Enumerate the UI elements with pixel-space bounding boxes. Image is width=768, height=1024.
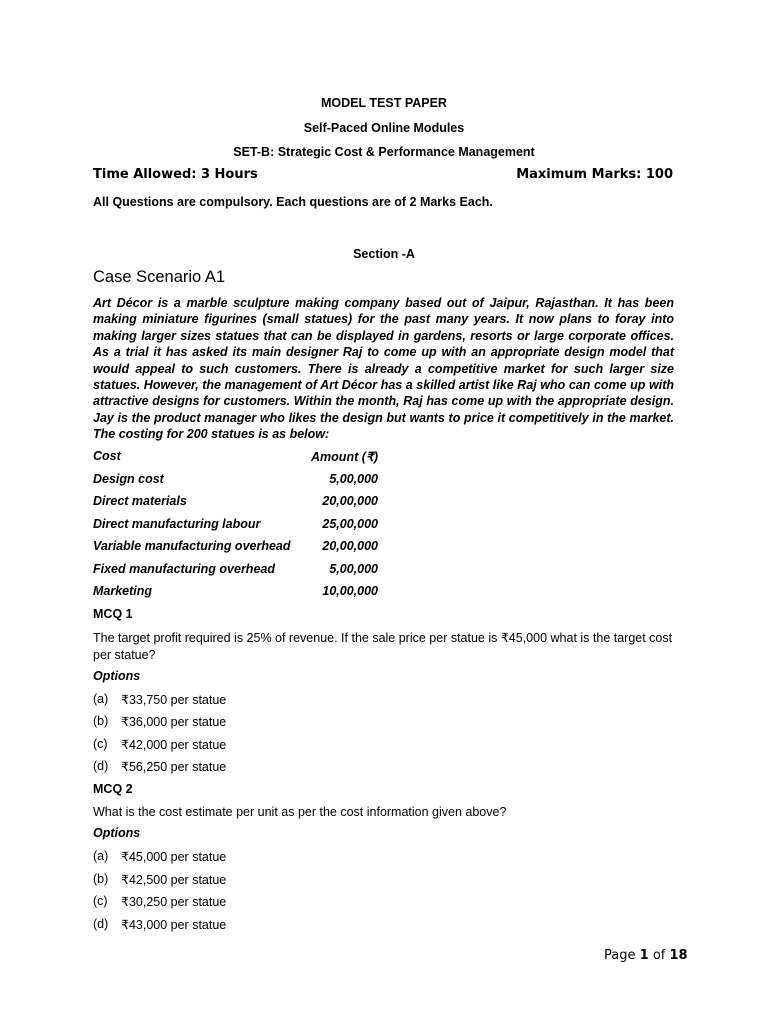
cost-amount: 20,00,000 bbox=[322, 494, 378, 508]
instructions: All Questions are compulsory. Each questions are of 2 Marks Each. bbox=[93, 195, 493, 209]
mcq2-option bbox=[93, 917, 226, 932]
mcq2-label: MCQ 2 bbox=[93, 782, 133, 796]
mcq1-option bbox=[93, 759, 226, 774]
cost-amount: 10,00,000 bbox=[322, 584, 378, 598]
option-letter: (d) bbox=[93, 759, 109, 773]
maximum-marks: Maximum Marks: 100 bbox=[516, 167, 673, 182]
cost-header-amount: Amount (₹) bbox=[311, 450, 378, 464]
time-allowed: Time Allowed: 3 Hours bbox=[93, 167, 258, 182]
case-text: Art Décor is a marble sculpture making company based out of Jaipur, Rajasthan. It has been making miniature figurines (small statues) for the past many years. It now plans to foray into making larger sizes statues that can be displayed in gardens, resorts or large corporate offices. As a trial it has asked its main designer Raj to come up with an appropriate design model that would appeal to such customers. There is already a competitive market for such larger size statues. However, the management of Art Décor has a skilled artist like Raj who can come up with attractive designs for customers. Within the month, Raj has come up with the appropriate design. Jay is the product manager who likes the design but wants to price it competitively in the market. The costing for 200 statues is as below: bbox=[93, 296, 674, 442]
mcq2-option bbox=[93, 849, 226, 864]
option-text: ₹45,000 per statue bbox=[121, 850, 227, 864]
mcq1-question: The target profit required is 25% of revenue. If the sale price per statue is ₹45,000 what is the target cost per statue? bbox=[93, 631, 673, 662]
cost-row bbox=[93, 472, 378, 495]
cost-item: Direct manufacturing labour bbox=[93, 516, 261, 531]
cost-item: Variable manufacturing overhead bbox=[93, 539, 291, 553]
mcq2-question: What is the cost estimate per unit as per the cost information given above? bbox=[93, 805, 507, 819]
cost-row bbox=[93, 539, 378, 562]
page-number bbox=[604, 948, 688, 963]
cost-item: Design cost bbox=[93, 471, 164, 486]
cost-row bbox=[93, 562, 378, 585]
cost-table bbox=[93, 449, 378, 607]
meta-row bbox=[93, 167, 673, 182]
option-text: ₹43,000 per statue bbox=[121, 918, 227, 932]
option-letter: (d) bbox=[93, 917, 109, 931]
mcq1-options-label: Options bbox=[93, 669, 141, 683]
mcq1-option bbox=[93, 714, 226, 729]
mcq2-options-label: Options bbox=[93, 826, 141, 840]
cost-item: Fixed manufacturing overhead bbox=[93, 561, 275, 576]
cost-amount: 20,00,000 bbox=[322, 539, 378, 553]
cost-row bbox=[93, 584, 378, 607]
option-letter: (c) bbox=[93, 737, 108, 751]
cost-table-header bbox=[93, 449, 378, 472]
mcq1-label: MCQ 1 bbox=[93, 607, 133, 621]
cost-item: Marketing bbox=[93, 584, 153, 598]
option-text: ₹56,250 per statue bbox=[121, 760, 227, 774]
paper-set: SET-B: Strategic Cost & Performance Management bbox=[233, 145, 535, 159]
option-text: ₹36,000 per statue bbox=[121, 715, 227, 729]
cost-header-item: Cost bbox=[93, 449, 121, 463]
page-word: Page bbox=[604, 948, 636, 963]
option-text: ₹42,500 per statue bbox=[121, 873, 227, 887]
cost-amount: 25,00,000 bbox=[322, 516, 378, 531]
option-letter: (a) bbox=[93, 692, 109, 706]
cost-amount: 5,00,000 bbox=[329, 561, 378, 576]
case-title: Case Scenario A1 bbox=[93, 268, 226, 286]
mcq2-option bbox=[93, 894, 226, 909]
section-heading: Section -A bbox=[353, 247, 415, 261]
paper-subtitle: Self-Paced Online Modules bbox=[303, 121, 465, 135]
cost-amount: 5,00,000 bbox=[329, 471, 378, 486]
option-letter: (b) bbox=[93, 872, 109, 886]
mcq2-option bbox=[93, 872, 226, 887]
cost-item: Direct materials bbox=[93, 494, 187, 508]
option-letter: (c) bbox=[93, 894, 108, 908]
of-word: of bbox=[652, 948, 666, 963]
option-letter: (b) bbox=[93, 714, 109, 728]
mcq1-option bbox=[93, 692, 226, 707]
option-letter: (a) bbox=[93, 849, 109, 863]
option-text: ₹42,000 per statue bbox=[121, 738, 227, 752]
paper-title: MODEL TEST PAPER bbox=[321, 96, 447, 110]
option-text: ₹30,250 per statue bbox=[121, 895, 227, 909]
cost-row bbox=[93, 517, 378, 540]
option-text: ₹33,750 per statue bbox=[121, 693, 227, 707]
current-page: 1 bbox=[639, 948, 649, 963]
mcq1-option bbox=[93, 737, 226, 752]
cost-row bbox=[93, 494, 378, 517]
total-pages: 18 bbox=[669, 948, 688, 963]
